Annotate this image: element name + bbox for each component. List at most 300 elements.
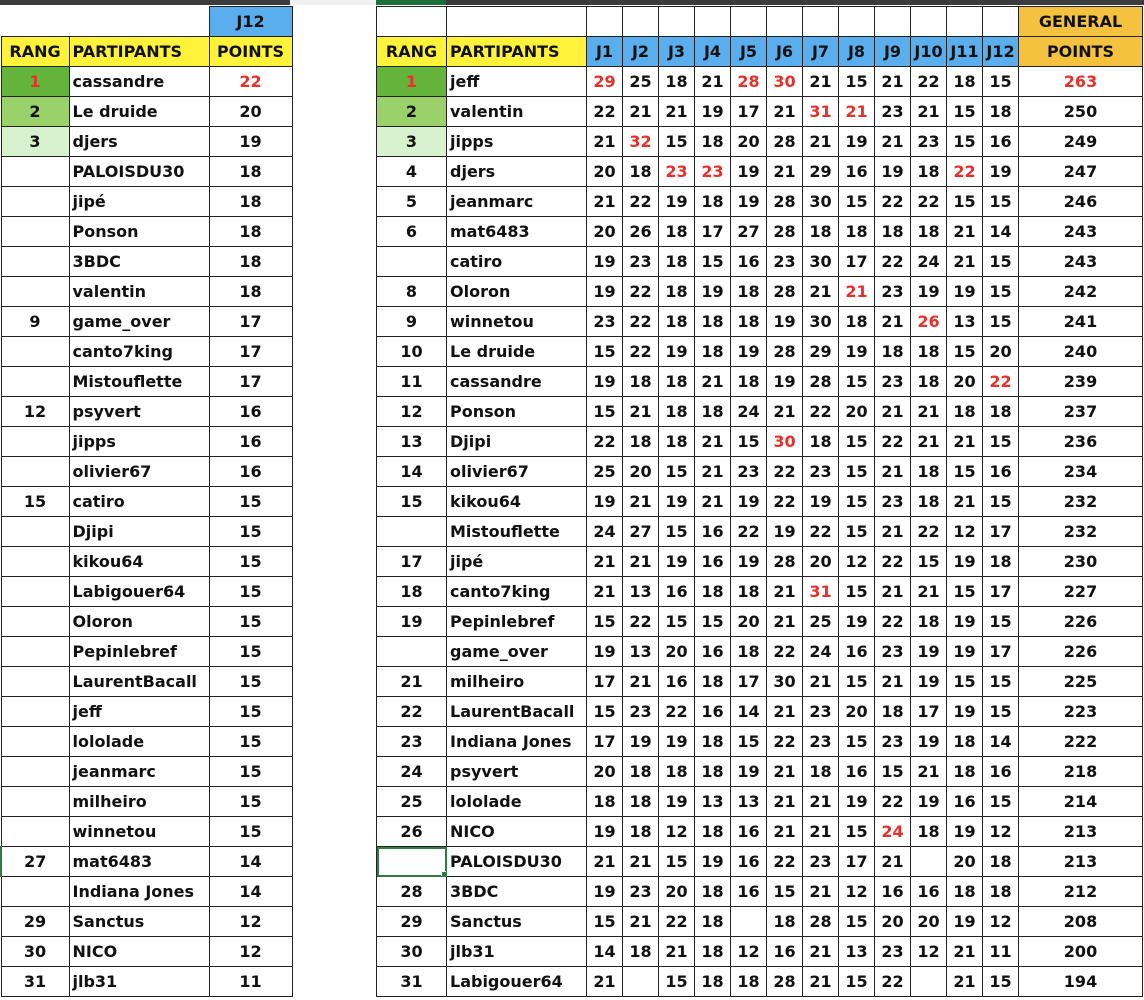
day-score-cell[interactable]: 15 <box>983 487 1019 517</box>
day-score-cell[interactable]: 28 <box>767 187 803 217</box>
day-score-cell[interactable]: 21 <box>875 67 911 97</box>
day-score-cell[interactable]: 16 <box>983 457 1019 487</box>
day-score-cell[interactable]: 18 <box>731 637 767 667</box>
day-score-cell[interactable]: 15 <box>587 337 623 367</box>
day-score-cell[interactable]: 19 <box>731 187 767 217</box>
day-score-cell[interactable]: 15 <box>983 967 1019 997</box>
day-score-cell[interactable]: 20 <box>659 637 695 667</box>
day-score-cell[interactable]: 30 <box>767 427 803 457</box>
rank-cell[interactable]: 17 <box>377 547 447 577</box>
day-score-cell[interactable]: 15 <box>947 97 983 127</box>
participant-cell[interactable]: catiro <box>447 247 587 277</box>
rank-cell[interactable]: 3 <box>377 127 447 157</box>
day-score-cell[interactable]: 19 <box>947 637 983 667</box>
day-score-cell[interactable]: 19 <box>839 607 875 637</box>
rank-cell[interactable]: 9 <box>377 307 447 337</box>
participant-cell[interactable]: Le druide <box>447 337 587 367</box>
day-score-cell[interactable]: 19 <box>767 307 803 337</box>
participant-cell[interactable]: mat6483 <box>447 217 587 247</box>
day-score-cell[interactable]: 18 <box>983 397 1019 427</box>
participant-cell[interactable]: lololade <box>69 727 209 757</box>
day-score-cell[interactable]: 16 <box>839 637 875 667</box>
day-score-cell[interactable]: 16 <box>947 787 983 817</box>
day-score-cell[interactable]: 21 <box>767 97 803 127</box>
day-score-cell[interactable]: 21 <box>623 847 659 877</box>
points-cell[interactable]: 15 <box>209 547 292 577</box>
rank-cell[interactable]: 9 <box>1 307 69 337</box>
day-score-cell[interactable]: 15 <box>695 607 731 637</box>
rank-cell[interactable] <box>1 427 69 457</box>
day-score-cell[interactable]: 19 <box>911 787 947 817</box>
day-score-cell[interactable]: 17 <box>731 667 767 697</box>
day-score-cell[interactable]: 19 <box>911 637 947 667</box>
day-score-cell[interactable]: 20 <box>803 547 839 577</box>
day-score-cell[interactable]: 21 <box>623 487 659 517</box>
total-points-cell[interactable]: 240 <box>1019 337 1143 367</box>
day-score-cell[interactable]: 20 <box>947 847 983 877</box>
day-score-cell[interactable]: 24 <box>911 247 947 277</box>
day-score-cell[interactable]: 21 <box>695 487 731 517</box>
day-score-cell[interactable]: 28 <box>767 337 803 367</box>
day-score-cell[interactable]: 18 <box>695 307 731 337</box>
day-score-cell[interactable]: 17 <box>839 847 875 877</box>
day-score-cell[interactable]: 15 <box>947 127 983 157</box>
day-score-cell[interactable]: 16 <box>731 877 767 907</box>
day-score-cell[interactable]: 15 <box>659 847 695 877</box>
day-score-cell[interactable]: 22 <box>623 187 659 217</box>
total-points-cell[interactable]: 232 <box>1019 487 1143 517</box>
day-header[interactable]: J4 <box>695 37 731 67</box>
day-score-cell[interactable]: 15 <box>587 397 623 427</box>
participant-cell[interactable]: game_over <box>447 637 587 667</box>
day-score-cell[interactable]: 18 <box>947 877 983 907</box>
points-cell[interactable]: 15 <box>209 727 292 757</box>
participant-cell[interactable]: winnetou <box>69 817 209 847</box>
day-score-cell[interactable]: 19 <box>911 727 947 757</box>
day-score-cell[interactable] <box>911 847 947 877</box>
day-score-cell[interactable]: 15 <box>695 247 731 277</box>
day-score-cell[interactable]: 12 <box>947 517 983 547</box>
day-score-cell[interactable]: 18 <box>695 337 731 367</box>
points-cell[interactable]: 18 <box>209 277 292 307</box>
total-points-cell[interactable]: 237 <box>1019 397 1143 427</box>
blank-cell[interactable] <box>911 7 947 37</box>
participant-cell[interactable]: Ponson <box>69 217 209 247</box>
points-cell[interactable]: 15 <box>209 517 292 547</box>
day-score-cell[interactable]: 19 <box>947 907 983 937</box>
total-points-cell[interactable]: 218 <box>1019 757 1143 787</box>
total-points-cell[interactable]: 234 <box>1019 457 1143 487</box>
day-score-cell[interactable]: 18 <box>731 967 767 997</box>
participant-cell[interactable]: djers <box>447 157 587 187</box>
day-score-cell[interactable]: 19 <box>695 847 731 877</box>
rank-cell[interactable]: 25 <box>377 787 447 817</box>
rank-cell[interactable] <box>1 667 69 697</box>
day-score-cell[interactable]: 20 <box>947 367 983 397</box>
day-score-cell[interactable]: 22 <box>803 397 839 427</box>
participant-cell[interactable]: Le druide <box>69 97 209 127</box>
day-score-cell[interactable]: 18 <box>947 757 983 787</box>
day-score-cell[interactable]: 17 <box>983 517 1019 547</box>
day-score-cell[interactable]: 22 <box>767 487 803 517</box>
participant-cell[interactable]: 3BDC <box>69 247 209 277</box>
rank-cell[interactable]: 29 <box>377 907 447 937</box>
day-score-cell[interactable]: 15 <box>839 907 875 937</box>
points-cell[interactable]: 17 <box>209 307 292 337</box>
day-header[interactable]: J8 <box>839 37 875 67</box>
day-score-cell[interactable]: 21 <box>587 187 623 217</box>
day-score-cell[interactable]: 16 <box>839 157 875 187</box>
day-score-cell[interactable]: 19 <box>731 547 767 577</box>
participant-cell[interactable]: jlb31 <box>69 967 209 997</box>
day-score-cell[interactable]: 16 <box>731 817 767 847</box>
day-score-cell[interactable]: 15 <box>839 67 875 97</box>
points-cell[interactable]: 19 <box>209 127 292 157</box>
points-cell[interactable]: 16 <box>209 397 292 427</box>
participant-cell[interactable]: jeanmarc <box>447 187 587 217</box>
day-score-cell[interactable]: 15 <box>983 787 1019 817</box>
day-score-cell[interactable]: 22 <box>947 157 983 187</box>
participant-cell[interactable]: cassandre <box>447 367 587 397</box>
day-score-cell[interactable]: 15 <box>947 337 983 367</box>
participant-cell[interactable]: valentin <box>447 97 587 127</box>
day-score-cell[interactable]: 18 <box>731 577 767 607</box>
day-score-cell[interactable]: 19 <box>587 367 623 397</box>
day-score-cell[interactable]: 20 <box>731 607 767 637</box>
day-score-cell[interactable]: 23 <box>623 697 659 727</box>
day-score-cell[interactable]: 23 <box>623 877 659 907</box>
day-score-cell[interactable]: 19 <box>659 727 695 757</box>
day-score-cell[interactable]: 30 <box>803 247 839 277</box>
day-score-cell[interactable]: 18 <box>695 757 731 787</box>
day-score-cell[interactable]: 18 <box>623 367 659 397</box>
day-score-cell[interactable]: 18 <box>695 187 731 217</box>
day-score-cell[interactable]: 32 <box>623 127 659 157</box>
day-score-cell[interactable]: 21 <box>875 397 911 427</box>
day-score-cell[interactable]: 20 <box>587 157 623 187</box>
day-score-cell[interactable]: 19 <box>947 817 983 847</box>
day-score-cell[interactable]: 21 <box>623 907 659 937</box>
day-score-cell[interactable]: 24 <box>587 517 623 547</box>
day-score-cell[interactable]: 20 <box>659 877 695 907</box>
rank-cell[interactable] <box>1 247 69 277</box>
day-score-cell[interactable]: 22 <box>983 367 1019 397</box>
blank-cell[interactable] <box>983 7 1019 37</box>
participant-cell[interactable]: psyvert <box>69 397 209 427</box>
total-points-cell[interactable]: 227 <box>1019 577 1143 607</box>
day-score-cell[interactable]: 15 <box>587 697 623 727</box>
day-score-cell[interactable]: 21 <box>947 937 983 967</box>
day-score-cell[interactable]: 18 <box>947 397 983 427</box>
participant-cell[interactable]: milheiro <box>69 787 209 817</box>
day-score-cell[interactable]: 18 <box>659 217 695 247</box>
day-score-cell[interactable]: 22 <box>875 787 911 817</box>
blank-cell[interactable] <box>875 7 911 37</box>
day-score-cell[interactable]: 18 <box>947 67 983 97</box>
day-score-cell[interactable]: 23 <box>803 457 839 487</box>
day-score-cell[interactable]: 21 <box>803 787 839 817</box>
day-score-cell[interactable]: 15 <box>983 427 1019 457</box>
points-cell[interactable]: 16 <box>209 457 292 487</box>
rank-cell[interactable]: 29 <box>1 907 69 937</box>
participant-cell[interactable]: Labigouer64 <box>69 577 209 607</box>
rank-cell[interactable]: 18 <box>377 577 447 607</box>
day-score-cell[interactable]: 21 <box>947 427 983 457</box>
day-score-cell[interactable]: 14 <box>983 727 1019 757</box>
rank-cell[interactable]: 11 <box>377 367 447 397</box>
rank-cell[interactable] <box>377 637 447 667</box>
blank-cell[interactable] <box>947 7 983 37</box>
points-cell[interactable]: 15 <box>209 577 292 607</box>
day-score-cell[interactable]: 21 <box>695 367 731 397</box>
points-cell[interactable]: 15 <box>209 487 292 517</box>
participant-cell[interactable]: Djipi <box>447 427 587 457</box>
blank-cell[interactable] <box>695 7 731 37</box>
rank-cell[interactable]: 23 <box>377 727 447 757</box>
day-score-cell[interactable]: 15 <box>983 667 1019 697</box>
day-score-cell[interactable]: 17 <box>983 577 1019 607</box>
day-score-cell[interactable]: 21 <box>803 67 839 97</box>
day-header[interactable]: J6 <box>767 37 803 67</box>
day-score-cell[interactable]: 29 <box>803 157 839 187</box>
day-score-cell[interactable]: 19 <box>767 367 803 397</box>
day-score-cell[interactable]: 15 <box>983 187 1019 217</box>
rank-cell[interactable]: 3 <box>1 127 69 157</box>
day-score-cell[interactable]: 19 <box>767 517 803 547</box>
participant-cell[interactable]: Labigouer64 <box>447 967 587 997</box>
day-score-cell[interactable]: 24 <box>731 397 767 427</box>
rank-cell[interactable] <box>1 577 69 607</box>
day-score-cell[interactable]: 21 <box>803 127 839 157</box>
day-score-cell[interactable]: 21 <box>623 97 659 127</box>
blank-cell[interactable] <box>767 7 803 37</box>
day-score-cell[interactable]: 21 <box>767 397 803 427</box>
day-score-cell[interactable]: 19 <box>947 607 983 637</box>
day-score-cell[interactable]: 19 <box>731 487 767 517</box>
day-score-cell[interactable]: 21 <box>911 577 947 607</box>
participant-cell[interactable]: canto7king <box>69 337 209 367</box>
day-score-cell[interactable]: 21 <box>803 277 839 307</box>
day-score-cell[interactable]: 25 <box>803 607 839 637</box>
day-score-cell[interactable]: 21 <box>659 97 695 127</box>
day-score-cell[interactable]: 19 <box>587 877 623 907</box>
day-score-cell[interactable]: 18 <box>695 907 731 937</box>
rank-cell[interactable] <box>1 367 69 397</box>
day-score-cell[interactable]: 18 <box>911 157 947 187</box>
blank-cell[interactable] <box>623 7 659 37</box>
rank-cell[interactable]: 21 <box>377 667 447 697</box>
day-score-cell[interactable]: 15 <box>947 187 983 217</box>
rank-cell[interactable]: 1 <box>1 67 69 97</box>
participant-cell[interactable]: Sanctus <box>69 907 209 937</box>
day-score-cell[interactable]: 18 <box>623 817 659 847</box>
day-score-cell[interactable]: 22 <box>623 277 659 307</box>
participant-cell[interactable]: Oloron <box>69 607 209 637</box>
blank-cell[interactable] <box>659 7 695 37</box>
day-score-cell[interactable]: 21 <box>587 577 623 607</box>
day-score-cell[interactable]: 21 <box>839 97 875 127</box>
points-cell[interactable]: 18 <box>209 157 292 187</box>
points-cell[interactable]: 15 <box>209 607 292 637</box>
day-score-cell[interactable]: 18 <box>659 307 695 337</box>
day-score-cell[interactable]: 18 <box>803 217 839 247</box>
rank-cell[interactable] <box>1 637 69 667</box>
day-score-cell[interactable]: 22 <box>659 907 695 937</box>
day-score-cell[interactable]: 22 <box>875 607 911 637</box>
day-score-cell[interactable]: 18 <box>839 217 875 247</box>
total-points-cell[interactable]: 213 <box>1019 817 1143 847</box>
rank-cell[interactable] <box>1 757 69 787</box>
day-score-cell[interactable]: 12 <box>839 547 875 577</box>
rank-cell[interactable]: 6 <box>377 217 447 247</box>
day-score-cell[interactable]: 12 <box>659 817 695 847</box>
blank-cell[interactable] <box>377 7 447 37</box>
total-points-cell[interactable]: 232 <box>1019 517 1143 547</box>
rank-cell[interactable]: 10 <box>377 337 447 367</box>
day-score-cell[interactable]: 28 <box>767 547 803 577</box>
day-score-cell[interactable]: 28 <box>767 967 803 997</box>
day-score-cell[interactable]: 15 <box>839 187 875 217</box>
total-points-cell[interactable]: 194 <box>1019 967 1143 997</box>
total-points-cell[interactable]: 208 <box>1019 907 1143 937</box>
day-score-cell[interactable]: 18 <box>983 97 1019 127</box>
total-points-cell[interactable]: 226 <box>1019 637 1143 667</box>
participant-cell[interactable]: jipps <box>447 127 587 157</box>
rank-cell[interactable] <box>377 847 447 877</box>
day-score-cell[interactable]: 31 <box>803 97 839 127</box>
day-score-cell[interactable]: 25 <box>587 457 623 487</box>
day-score-cell[interactable]: 23 <box>875 937 911 967</box>
day-score-cell[interactable]: 16 <box>731 847 767 877</box>
day-score-cell[interactable]: 28 <box>767 217 803 247</box>
total-points-cell[interactable]: 263 <box>1019 67 1143 97</box>
rank-cell[interactable]: 14 <box>377 457 447 487</box>
day-score-cell[interactable]: 22 <box>767 637 803 667</box>
day-score-cell[interactable]: 29 <box>803 337 839 367</box>
day-score-cell[interactable]: 19 <box>659 787 695 817</box>
day-score-cell[interactable]: 19 <box>731 337 767 367</box>
day-score-cell[interactable]: 18 <box>695 127 731 157</box>
day-header[interactable]: J2 <box>623 37 659 67</box>
participant-cell[interactable]: catiro <box>69 487 209 517</box>
day-score-cell[interactable]: 15 <box>731 427 767 457</box>
rank-cell[interactable]: 26 <box>377 817 447 847</box>
rank-cell[interactable]: 15 <box>377 487 447 517</box>
day-score-cell[interactable]: 18 <box>911 217 947 247</box>
day-score-cell[interactable]: 12 <box>983 907 1019 937</box>
day-score-cell[interactable]: 23 <box>875 487 911 517</box>
day-score-cell[interactable]: 18 <box>587 787 623 817</box>
day-score-cell[interactable]: 15 <box>767 877 803 907</box>
day-score-cell[interactable]: 22 <box>911 517 947 547</box>
rank-cell[interactable]: 15 <box>1 487 69 517</box>
day-score-cell[interactable]: 18 <box>731 277 767 307</box>
day-header[interactable]: J3 <box>659 37 695 67</box>
day-score-cell[interactable]: 15 <box>587 907 623 937</box>
day-score-cell[interactable]: 19 <box>731 157 767 187</box>
day-score-cell[interactable]: 21 <box>947 247 983 277</box>
day-score-cell[interactable]: 15 <box>659 607 695 637</box>
rank-cell[interactable] <box>1 877 69 907</box>
day-score-cell[interactable]: 17 <box>587 667 623 697</box>
rank-cell[interactable]: 13 <box>377 427 447 457</box>
day-score-cell[interactable]: 22 <box>911 67 947 97</box>
day-score-cell[interactable]: 15 <box>947 667 983 697</box>
participant-cell[interactable]: jipé <box>447 547 587 577</box>
day-score-cell[interactable]: 15 <box>947 577 983 607</box>
participant-cell[interactable]: jlb31 <box>447 937 587 967</box>
day-header[interactable]: J12 <box>983 37 1019 67</box>
participant-cell[interactable]: winnetou <box>447 307 587 337</box>
rank-cell[interactable] <box>1 217 69 247</box>
blank-cell[interactable] <box>69 7 209 37</box>
points-cell[interactable]: 20 <box>209 97 292 127</box>
day-score-cell[interactable]: 22 <box>623 337 659 367</box>
day-score-cell[interactable]: 19 <box>659 187 695 217</box>
day-score-cell[interactable]: 23 <box>623 247 659 277</box>
day-score-cell[interactable]: 17 <box>731 97 767 127</box>
total-points-cell[interactable]: 230 <box>1019 547 1143 577</box>
day-header[interactable]: J1 <box>587 37 623 67</box>
total-points-cell[interactable]: 250 <box>1019 97 1143 127</box>
day-score-cell[interactable]: 21 <box>875 457 911 487</box>
day-score-cell[interactable]: 21 <box>875 127 911 157</box>
day-score-cell[interactable]: 18 <box>875 337 911 367</box>
day-score-cell[interactable]: 17 <box>911 697 947 727</box>
rank-cell[interactable] <box>377 517 447 547</box>
rank-cell[interactable]: 8 <box>377 277 447 307</box>
day-score-cell[interactable]: 17 <box>695 217 731 247</box>
rank-cell[interactable]: 30 <box>1 937 69 967</box>
day-score-cell[interactable]: 23 <box>875 277 911 307</box>
day-score-cell[interactable]: 17 <box>587 727 623 757</box>
day-score-cell[interactable]: 18 <box>695 577 731 607</box>
day-score-cell[interactable]: 14 <box>731 697 767 727</box>
rank-cell[interactable] <box>1 817 69 847</box>
day-score-cell[interactable]: 23 <box>803 697 839 727</box>
total-points-cell[interactable]: 222 <box>1019 727 1143 757</box>
day-score-cell[interactable]: 23 <box>911 127 947 157</box>
rank-cell[interactable]: 5 <box>377 187 447 217</box>
day-score-cell[interactable]: 21 <box>803 937 839 967</box>
day-score-cell[interactable]: 23 <box>695 157 731 187</box>
points-cell[interactable]: 14 <box>209 847 292 877</box>
day-score-cell[interactable]: 21 <box>623 397 659 427</box>
points-cell[interactable]: 17 <box>209 337 292 367</box>
day-score-cell[interactable]: 28 <box>731 67 767 97</box>
day-score-cell[interactable]: 13 <box>623 637 659 667</box>
day-score-cell[interactable]: 18 <box>659 67 695 97</box>
day-score-cell[interactable]: 19 <box>695 277 731 307</box>
day-score-cell[interactable]: 18 <box>623 427 659 457</box>
total-points-cell[interactable]: 214 <box>1019 787 1143 817</box>
blank-cell[interactable] <box>803 7 839 37</box>
day-score-cell[interactable]: 19 <box>803 487 839 517</box>
participant-cell[interactable]: LaurentBacall <box>447 697 587 727</box>
day-score-cell[interactable]: 21 <box>947 217 983 247</box>
day-score-cell[interactable]: 13 <box>731 787 767 817</box>
day-score-cell[interactable]: 13 <box>695 787 731 817</box>
day-score-cell[interactable]: 24 <box>875 817 911 847</box>
day-score-cell[interactable]: 16 <box>659 667 695 697</box>
total-points-cell[interactable]: 200 <box>1019 937 1143 967</box>
rank-cell[interactable]: 30 <box>377 937 447 967</box>
total-points-cell[interactable]: 241 <box>1019 307 1143 337</box>
day-score-cell[interactable]: 22 <box>587 427 623 457</box>
day-score-cell[interactable]: 21 <box>911 427 947 457</box>
day-label-cell[interactable]: J12 <box>209 7 292 37</box>
day-score-cell[interactable]: 18 <box>623 157 659 187</box>
